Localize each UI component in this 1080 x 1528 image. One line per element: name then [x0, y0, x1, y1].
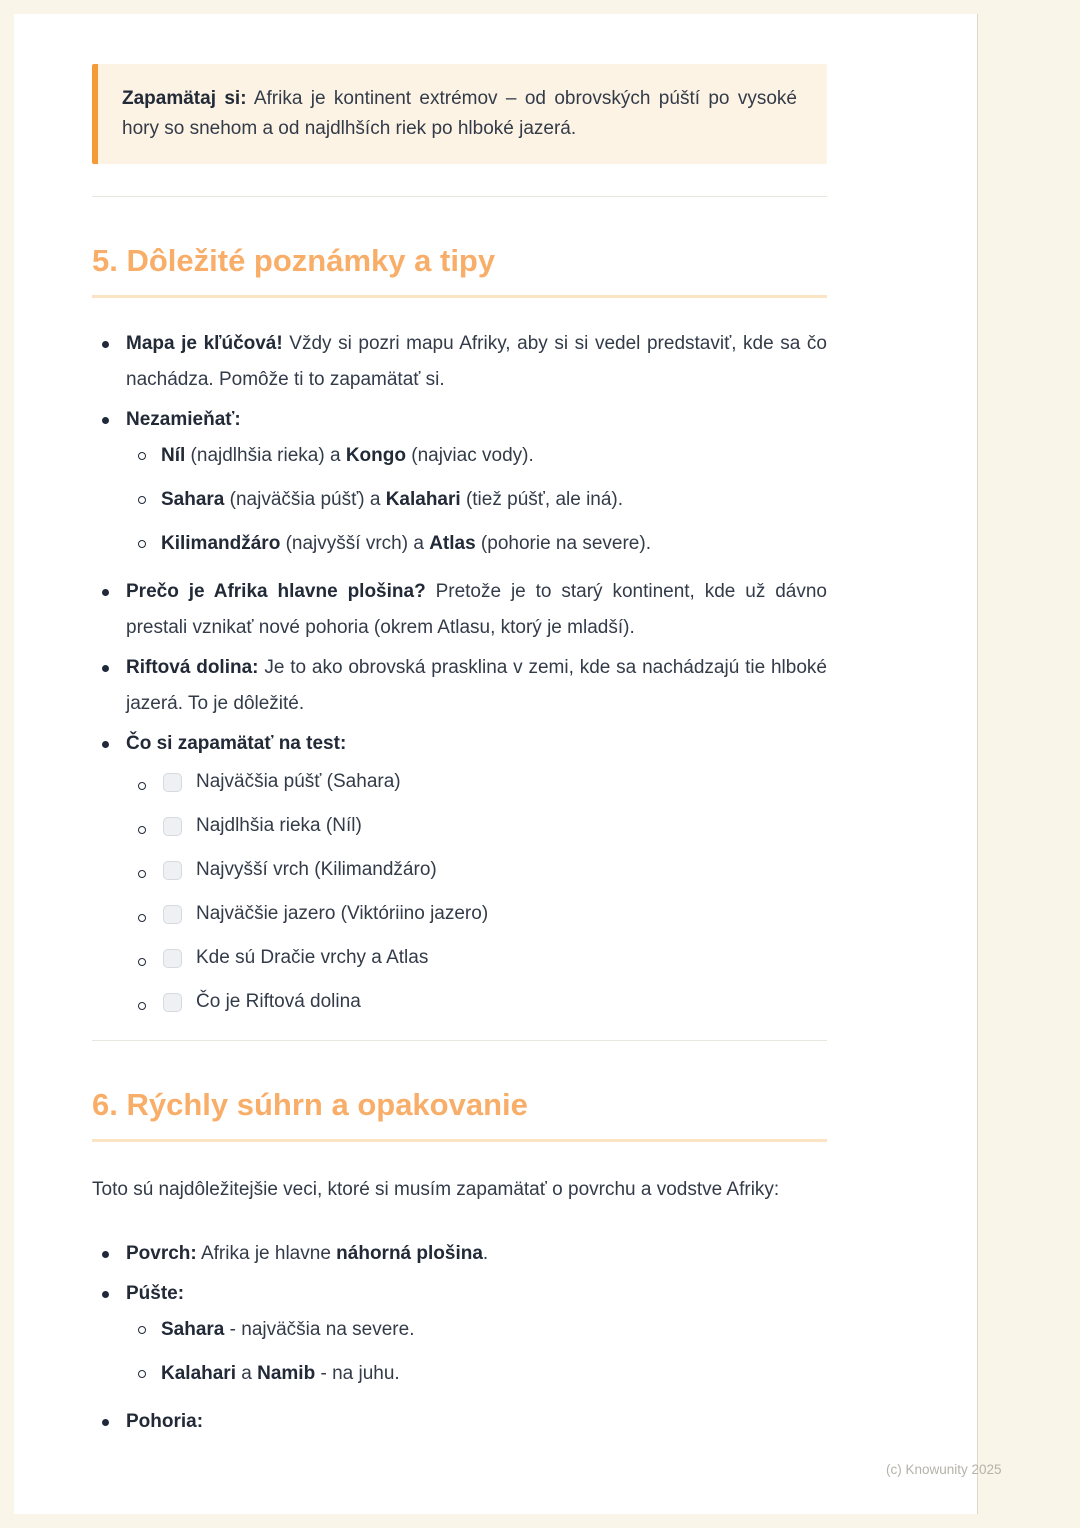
checklist-item: [126, 988, 827, 1015]
circle-bullet-icon: [138, 452, 146, 460]
bold-text: Kongo: [345, 445, 406, 466]
list-item-text: [126, 402, 827, 438]
list-item-body: [126, 1404, 827, 1440]
bullet-icon: [102, 417, 109, 424]
bullet-icon: [102, 1419, 109, 1426]
callout-text: [122, 84, 797, 144]
plain-text: - najväčšia na severe.: [224, 1319, 415, 1340]
checklist-item-text: Najdlhšia rieka (Níl): [196, 815, 362, 836]
circle-bullet-icon: [138, 958, 146, 966]
checkbox-icon: [163, 861, 182, 880]
sub-list-item: [126, 1312, 827, 1348]
checkbox-icon: [163, 993, 182, 1012]
checklist-item-text: Najväčšia púšť (Sahara): [196, 771, 401, 792]
list-item-body: [126, 574, 827, 646]
plain-text: - na juhu.: [315, 1363, 400, 1384]
plain-text: (tiež púšť, ale iná).: [460, 489, 624, 510]
checklist-item-text: Kde sú Dračie vrchy a Atlas: [196, 947, 429, 968]
sub-list-item: [126, 1356, 827, 1392]
checklist-item: [126, 856, 827, 883]
bullet-icon: [102, 1291, 109, 1298]
list-item: [92, 650, 827, 722]
list-item-body: [126, 1276, 827, 1400]
bullet-icon: [102, 1251, 109, 1258]
plain-text: Vždy si pozri mapu Afriky, aby si si vedel predstaviť, kde sa čo nachádza. Pomôže ti to zapamätať si.: [126, 333, 827, 390]
list-item-text: [126, 726, 827, 762]
list-item: [92, 402, 827, 570]
checklist: [126, 768, 827, 1015]
checklist-item-text: Najvyšší vrch (Kilimandžáro): [196, 859, 437, 880]
circle-bullet-icon: [138, 1326, 146, 1334]
checklist-item-text: Čo je Riftová dolina: [196, 991, 361, 1012]
list-item: [92, 726, 827, 1032]
section-divider: [92, 1040, 827, 1041]
bold-text: Namib: [257, 1363, 316, 1384]
circle-bullet-icon: [138, 540, 146, 548]
list-item-body: [126, 726, 827, 1032]
checkbox-icon: [163, 949, 182, 968]
sub-list: [126, 438, 827, 562]
bold-text: Pohoria:: [126, 1411, 204, 1432]
sub-list: [126, 1312, 827, 1392]
plain-text: a: [235, 1363, 258, 1384]
circle-bullet-icon: [138, 782, 146, 790]
section-5-list: [92, 326, 827, 1032]
checklist-item: [126, 812, 827, 839]
bold-text: Riftová dolina:: [126, 657, 259, 678]
section-6-list: [92, 1236, 827, 1440]
bullet-icon: [102, 741, 109, 748]
bold-text: Kalahari: [161, 1363, 236, 1384]
plain-text: (najvyšší vrch) a: [280, 533, 430, 554]
plain-text: (najväčšia púšť) a: [224, 489, 386, 510]
section-6-title: 6. Rýchly súhrn a opakovanie: [92, 1087, 827, 1142]
bold-text: Prečo je Afrika hlavne plošina?: [126, 581, 426, 602]
list-item-text: [126, 1236, 827, 1272]
plain-text: (najviac vody).: [405, 445, 534, 466]
bold-text: Púšte:: [126, 1283, 185, 1304]
sub-list-item-text: [161, 438, 534, 474]
bullet-icon: [102, 341, 109, 348]
checklist-item: [126, 768, 827, 795]
circle-bullet-icon: [138, 826, 146, 834]
sub-list-item: [126, 482, 827, 518]
circle-bullet-icon: [138, 870, 146, 878]
section-5-title: 5. Dôležité poznámky a tipy: [92, 243, 827, 298]
list-item: [92, 1276, 827, 1400]
plain-text: (pohorie na severe).: [475, 533, 651, 554]
list-item-text: [126, 650, 827, 722]
bold-text: Kalahari: [385, 489, 461, 510]
bold-text: Sahara: [161, 1319, 225, 1340]
callout-label: Zapamätaj si:: [122, 88, 247, 109]
sub-list-item-text: [161, 526, 651, 562]
checkbox-icon: [163, 773, 182, 792]
circle-bullet-icon: [138, 496, 146, 504]
bold-text: Mapa je kľúčová!: [126, 333, 283, 354]
document-page: [14, 14, 978, 1514]
plain-text: Pretože je to starý kontinent, kde už dávno prestali vznikať nové pohoria (okrem Atlasu, ktorý je mladší).: [126, 581, 827, 638]
plain-text: Afrika je hlavne: [196, 1243, 337, 1264]
list-item-text: [126, 1404, 827, 1440]
checklist-item-text: Najväčšie jazero (Viktóriino jazero): [196, 903, 489, 924]
list-item-text: [126, 1276, 827, 1312]
copyright-watermark: (c) Knowunity 2025: [886, 1462, 1002, 1477]
sub-list-item-text: [161, 482, 623, 518]
bold-text: Nezamieňať:: [126, 409, 241, 430]
list-item: [92, 574, 827, 646]
list-item-body: [126, 650, 827, 722]
bold-text: Kilimandžáro: [161, 533, 281, 554]
plain-text: (najdlhšia rieka) a: [185, 445, 346, 466]
list-item-body: [126, 326, 827, 398]
bold-text: Níl: [161, 445, 186, 466]
sub-list-item: [126, 526, 827, 562]
circle-bullet-icon: [138, 1370, 146, 1378]
plain-text: .: [482, 1243, 489, 1264]
list-item: [92, 1236, 827, 1272]
circle-bullet-icon: [138, 1002, 146, 1010]
list-item-text: [126, 326, 827, 398]
list-item-body: [126, 402, 827, 570]
circle-bullet-icon: [138, 914, 146, 922]
plain-text: Je to ako obrovská prasklina v zemi, kde sa nachádzajú tie hlboké jazerá. To je dôležité.: [126, 657, 827, 714]
checkbox-icon: [163, 817, 182, 836]
bold-text: Čo si zapamätať na test:: [126, 733, 347, 754]
callout-body-text: Afrika je kontinent extrémov – od obrovských púští po vysoké hory so snehom a od najdlhších riek po hlboké jazerá.: [122, 88, 797, 139]
list-item: [92, 1404, 827, 1440]
checklist-item: [126, 900, 827, 927]
list-item-body: [126, 1236, 827, 1272]
bullet-icon: [102, 665, 109, 672]
bold-text: Povrch:: [126, 1243, 197, 1264]
checklist-item: [126, 944, 827, 971]
section-divider: [92, 196, 827, 197]
sub-list-item-text: [161, 1356, 400, 1392]
checkbox-icon: [163, 905, 182, 924]
bold-text: Atlas: [429, 533, 476, 554]
page-content: [14, 14, 977, 1440]
bullet-icon: [102, 589, 109, 596]
list-item: [92, 326, 827, 398]
sub-list-item: [126, 438, 827, 474]
callout-note: [92, 64, 827, 164]
section-6-intro: Toto sú najdôležitejšie veci, ktoré si musím zapamätať o povrchu a vodstve Afriky:: [92, 1179, 780, 1200]
sub-list-item-text: [161, 1312, 414, 1348]
bold-text: náhorná plošina: [336, 1243, 483, 1264]
list-item-text: [126, 574, 827, 646]
bold-text: Sahara: [161, 489, 225, 510]
